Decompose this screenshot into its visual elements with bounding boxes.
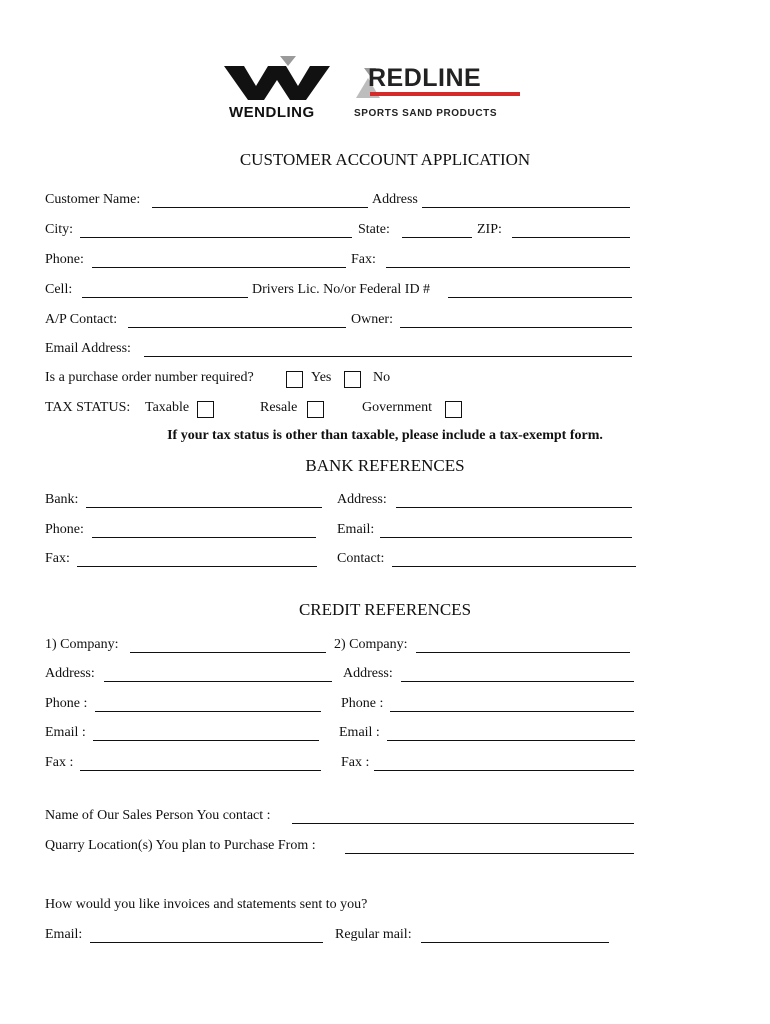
owner-label: Owner: xyxy=(351,312,393,327)
credit-fax1-field[interactable] xyxy=(80,756,321,771)
credit-references-heading: CREDIT REFERENCES xyxy=(298,600,472,619)
email-address-label: Email Address: xyxy=(45,341,131,356)
row-bank xyxy=(0,488,770,510)
row-sales-person xyxy=(0,804,770,826)
row-credit-email xyxy=(0,721,770,743)
drivers-lic-label: Drivers Lic. No/or Federal ID # xyxy=(252,282,431,297)
city-label: City: xyxy=(45,222,74,237)
state-label: State: xyxy=(358,222,390,237)
company1-label: 1) Company: xyxy=(45,637,119,652)
zip-label: ZIP: xyxy=(477,222,502,237)
credit-address2-label: Address: xyxy=(343,666,393,681)
cell-field[interactable] xyxy=(82,283,248,298)
row-po-question xyxy=(0,366,770,388)
bank-email-label: Email: xyxy=(337,522,375,537)
email-address-field[interactable] xyxy=(144,342,632,357)
government-label: Government xyxy=(362,400,432,415)
row-customer-name xyxy=(0,188,770,210)
row-credit-phone xyxy=(0,692,770,714)
drivers-lic-field[interactable] xyxy=(448,283,632,298)
tax-exempt-note: If your tax status is other than taxable, please include a tax-exempt form. xyxy=(167,428,603,443)
credit-phone1-field[interactable] xyxy=(95,697,321,712)
po-yes-label: Yes xyxy=(311,370,332,385)
fax-label: Fax: xyxy=(351,252,376,267)
invoice-mail-label: Regular mail: xyxy=(335,927,412,942)
ap-contact-field[interactable] xyxy=(128,313,346,328)
row-bank-fax xyxy=(0,547,770,569)
credit-email1-label: Email : xyxy=(45,725,86,740)
credit-phone1-label: Phone : xyxy=(45,696,88,711)
logo-area xyxy=(224,56,524,126)
taxable-label: Taxable xyxy=(145,400,190,415)
bank-address-field[interactable] xyxy=(396,493,632,508)
bank-field[interactable] xyxy=(86,493,322,508)
page-title: CUSTOMER ACCOUNT APPLICATION xyxy=(239,150,531,169)
quarry-label: Quarry Location(s) You plan to Purchase From : xyxy=(45,838,316,853)
bank-contact-field[interactable] xyxy=(392,552,636,567)
row-credit-address xyxy=(0,662,770,684)
zip-field[interactable] xyxy=(512,223,630,238)
credit-phone2-field[interactable] xyxy=(390,697,634,712)
bank-phone-label: Phone: xyxy=(45,522,84,537)
phone-field[interactable] xyxy=(92,253,346,268)
resale-checkbox[interactable] xyxy=(307,401,324,418)
wendling-logo-text: WENDLING xyxy=(229,104,315,121)
bank-fax-label: Fax: xyxy=(45,551,70,566)
bank-fax-field[interactable] xyxy=(77,552,317,567)
row-cell xyxy=(0,278,770,300)
wendling-logo-icon xyxy=(224,56,330,100)
credit-fax1-label: Fax : xyxy=(45,755,74,770)
bank-label: Bank: xyxy=(45,492,79,507)
row-quarry xyxy=(0,834,770,856)
credit-fax2-label: Fax : xyxy=(341,755,370,770)
invoices-question-label: How would you like invoices and statements sent to you? xyxy=(45,897,368,912)
customer-name-label: Customer Name: xyxy=(45,192,141,207)
company2-field[interactable] xyxy=(416,638,630,653)
po-yes-checkbox[interactable] xyxy=(286,371,303,388)
credit-email2-field[interactable] xyxy=(387,726,635,741)
row-ap-contact xyxy=(0,308,770,330)
invoice-email-label: Email: xyxy=(45,927,83,942)
taxable-checkbox[interactable] xyxy=(197,401,214,418)
resale-label: Resale xyxy=(260,400,298,415)
bank-email-field[interactable] xyxy=(380,523,632,538)
credit-email1-field[interactable] xyxy=(93,726,319,741)
row-credit-company xyxy=(0,633,770,655)
bank-references-heading: BANK REFERENCES xyxy=(305,456,465,475)
row-credit-fax xyxy=(0,751,770,773)
company2-label: 2) Company: xyxy=(334,637,408,652)
po-question-label: Is a purchase order number required? xyxy=(45,370,254,385)
bank-contact-label: Contact: xyxy=(337,551,385,566)
phone-label: Phone: xyxy=(45,252,84,267)
row-invoices-question xyxy=(0,893,770,915)
po-no-checkbox[interactable] xyxy=(344,371,361,388)
row-tax-status xyxy=(0,396,770,418)
government-checkbox[interactable] xyxy=(445,401,462,418)
customer-name-field[interactable] xyxy=(152,193,368,208)
row-invoice-delivery xyxy=(0,923,770,945)
bank-phone-field[interactable] xyxy=(92,523,316,538)
company1-field[interactable] xyxy=(130,638,326,653)
state-field[interactable] xyxy=(402,223,472,238)
bank-address-label: Address: xyxy=(337,492,387,507)
row-email-address xyxy=(0,337,770,359)
cell-label: Cell: xyxy=(45,282,73,297)
invoice-mail-field[interactable] xyxy=(421,928,609,943)
redline-tagline: SPORTS SAND PRODUCTS xyxy=(354,108,498,119)
fax-field[interactable] xyxy=(386,253,630,268)
row-city xyxy=(0,218,770,240)
row-bank-phone xyxy=(0,518,770,540)
credit-address1-field[interactable] xyxy=(104,667,332,682)
ap-contact-label: A/P Contact: xyxy=(45,312,118,327)
credit-email2-label: Email : xyxy=(339,725,380,740)
tax-status-label: TAX STATUS: xyxy=(45,400,131,415)
sales-person-label: Name of Our Sales Person You contact : xyxy=(45,808,271,823)
address-field[interactable] xyxy=(422,193,630,208)
credit-phone2-label: Phone : xyxy=(341,696,384,711)
sales-person-field[interactable] xyxy=(292,809,634,824)
quarry-field[interactable] xyxy=(345,839,634,854)
city-field[interactable] xyxy=(80,223,352,238)
owner-field[interactable] xyxy=(400,313,632,328)
credit-fax2-field[interactable] xyxy=(374,756,634,771)
invoice-email-field[interactable] xyxy=(90,928,323,943)
credit-address2-field[interactable] xyxy=(401,667,634,682)
address-label: Address xyxy=(372,192,418,207)
redline-logo-text: REDLINE xyxy=(368,64,482,92)
credit-address1-label: Address: xyxy=(45,666,95,681)
po-no-label: No xyxy=(373,370,391,385)
row-phone xyxy=(0,248,770,270)
